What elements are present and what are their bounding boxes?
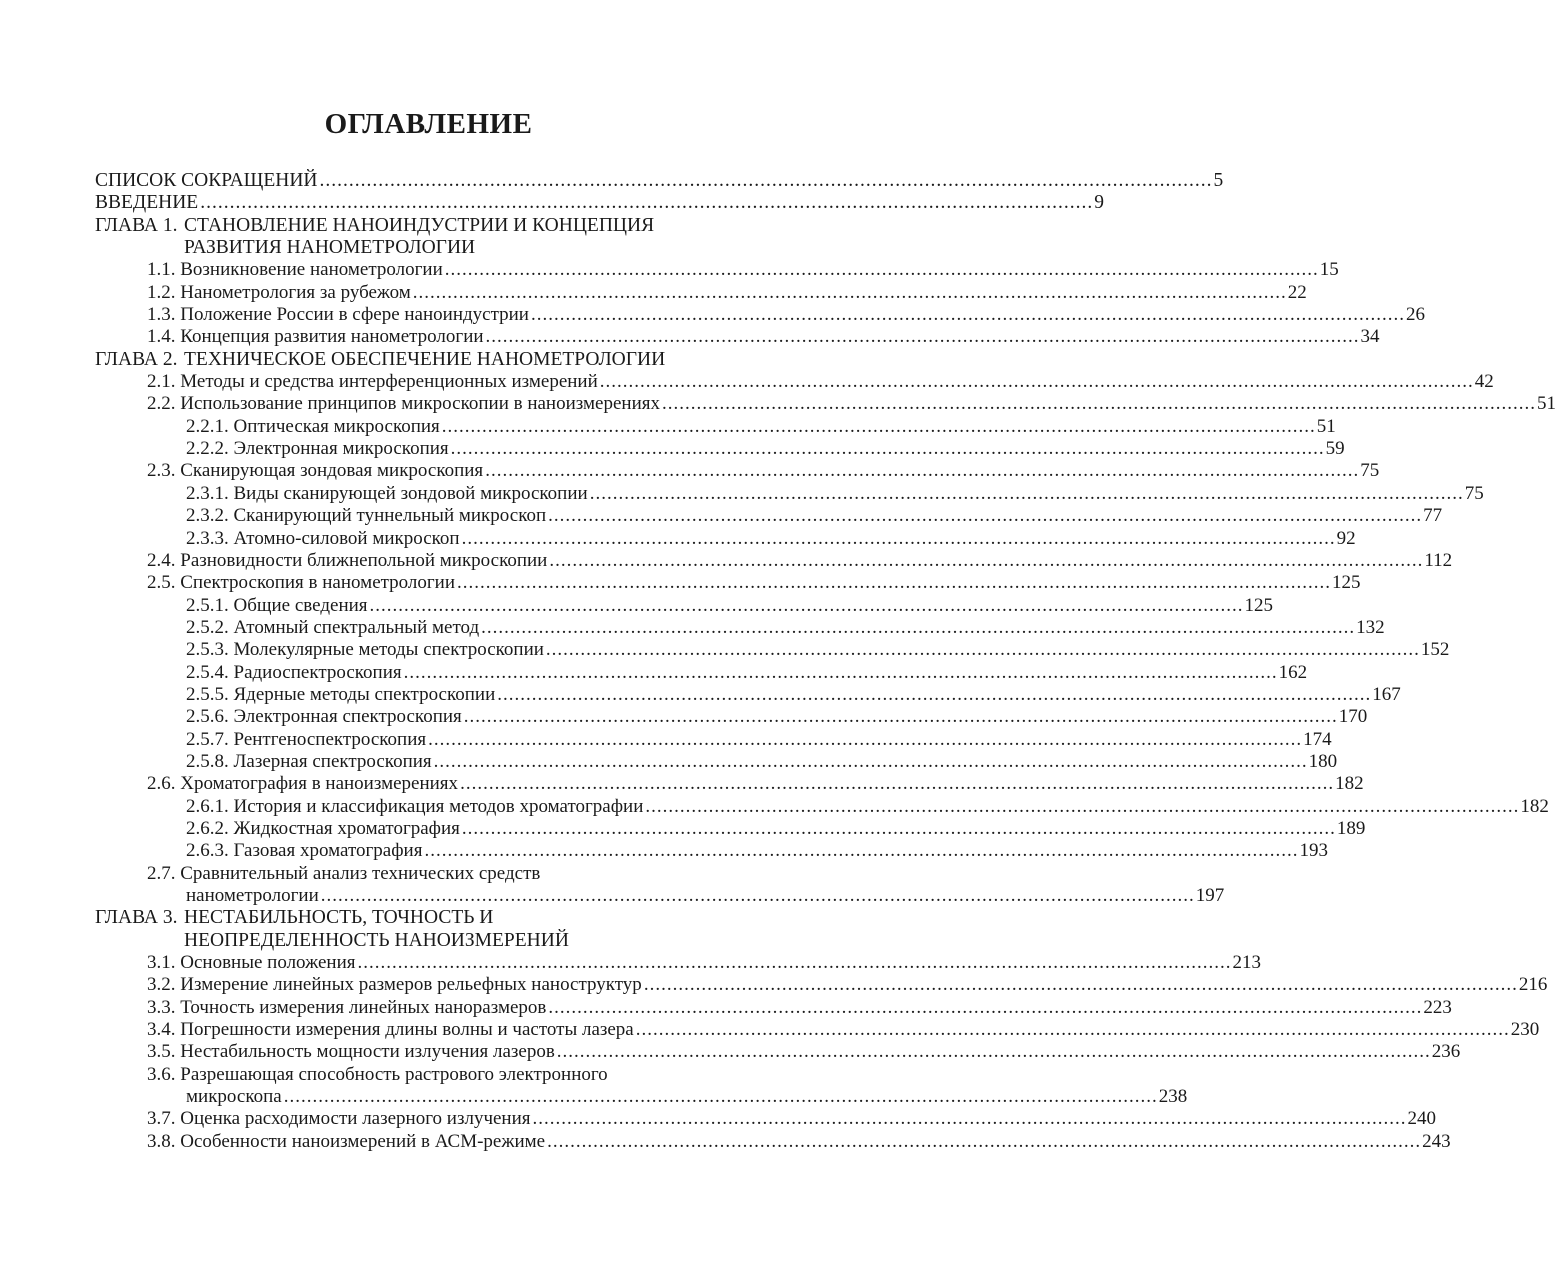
toc-page-number: 26 <box>1405 304 1425 326</box>
toc-page-number: 213 <box>1232 952 1261 974</box>
toc-entry-text: 3.2. Измерение линейных размеров рельефных наноструктур <box>147 974 642 996</box>
toc-page-number: 51 <box>1536 393 1556 415</box>
toc-page-number: 170 <box>1338 706 1368 728</box>
toc-page-number: 112 <box>1424 549 1453 571</box>
toc-section-2-4: 2.4. Разновидности ближнепольной микроскопии ........................................................................................................................................................ 112 <box>147 549 1453 571</box>
toc-section-3-5: 3.5. Нестабильность мощности излучения лазеров ........................................................................................................................................................ 236 <box>147 1041 1461 1063</box>
toc-subsection-2-3-3: 2.3.3. Атомно-силовой микроскоп ........................................................................................................................................................ 92 <box>186 527 1356 549</box>
toc-section-2-3: 2.3. Сканирующая зондовая микроскопия ........................................................................................................................................................ 75 <box>147 460 1380 482</box>
toc-page-number: 92 <box>1336 527 1356 549</box>
toc-entry-text: 2.6. Хроматография в наноизмерениях <box>147 773 459 795</box>
toc-entry-text: 2.5.7. Рентгеноспектроскопия <box>186 728 427 750</box>
chapter-title: ТЕХНИЧЕСКОЕ ОБЕСПЕЧЕНИЕ НАНОМЕТРОЛОГИИ <box>184 348 666 370</box>
toc-section-3-6-cont: микроскопа ........................................................................................................................................................ 238 <box>186 1086 1188 1108</box>
toc-entry-text: 2.5.1. Общие сведения <box>186 594 368 616</box>
toc-page-number: 59 <box>1325 438 1345 460</box>
toc-subsection-2-5-1: 2.5.1. Общие сведения ........................................................................................................................................................ 125 <box>186 594 1274 616</box>
toc-section-3-2: 3.2. Измерение линейных размеров рельефных наноструктур ........................................................................................................................................................ 216 <box>147 974 1548 996</box>
toc-section-1-3: 1.3. Положение России в сфере наноиндустрии ........................................................................................................................................................ 26 <box>147 304 1425 326</box>
toc-chapter-3-heading-cont <box>0 930 857 952</box>
toc-subsection-2-5-6: 2.5.6. Электронная спектроскопия ........................................................................................................................................................ 170 <box>186 706 1368 728</box>
toc-entry-text: 3.4. Погрешности измерения длины волны и частоты лазера <box>147 1019 634 1041</box>
toc-entry-text: 2.2.2. Электронная микроскопия <box>186 438 449 460</box>
toc-subsection-2-5-4: 2.5.4. Радиоспектроскопия ........................................................................................................................................................ 162 <box>186 661 1308 683</box>
toc-page-number: 125 <box>1244 594 1274 616</box>
toc-page-number: 182 <box>1520 795 1549 817</box>
chapter-label: ГЛАВА 3. <box>95 907 178 929</box>
toc-entry-text: ВВЕДЕНИЕ <box>95 192 199 214</box>
toc-page-number: 75 <box>1360 460 1380 482</box>
toc-section-2-6: 2.6. Хроматография в наноизмерениях ........................................................................................................................................................ 182 <box>147 773 1364 795</box>
toc-section-2-7-cont: нанометрологии ........................................................................................................................................................ 197 <box>186 885 1225 906</box>
toc-entry-text: 3.8. Особенности наноизмерений в АСМ-режиме <box>147 1130 546 1152</box>
toc-section-3-4: 3.4. Погрешности измерения длины волны и частоты лазера ........................................................................................................................................................ 230 <box>147 1019 1540 1041</box>
toc-page-number: 230 <box>1510 1019 1540 1041</box>
toc-entry-text: 2.5.3. Молекулярные методы спектроскопии <box>186 639 544 661</box>
toc-entry-text: 3.1. Основные положения <box>147 952 356 974</box>
toc-page-number: 34 <box>1360 326 1380 348</box>
toc-section-2-1: 2.1. Методы и средства интерференционных измерений ........................................................................................................................................................ 42 <box>147 371 1494 393</box>
toc-entry-text: 2.5. Спектроскопия в нанометрологии <box>147 572 456 594</box>
toc-page-number: 236 <box>1431 1041 1461 1063</box>
toc-page-number: 15 <box>1319 259 1339 281</box>
toc-page-number: 162 <box>1278 661 1308 683</box>
toc-subsection-2-3-1: 2.3.1. Виды сканирующей зондовой микроскопии ........................................................................................................................................................ 75 <box>186 482 1484 504</box>
toc-section-3-1: 3.1. Основные положения ........................................................................................................................................................ 213 <box>147 952 1261 974</box>
toc-entry-text: 2.6.2. Жидкостная хроматография <box>186 817 460 839</box>
toc-page-number: 240 <box>1407 1108 1437 1130</box>
toc-entry-text: 2.5.5. Ядерные методы спектроскопии <box>186 683 496 705</box>
toc-page-number: 22 <box>1287 281 1307 303</box>
toc-chapter-1-heading <box>0 215 857 237</box>
table-of-contents <box>0 170 1556 1153</box>
toc-subsection-2-5-3: 2.5.3. Молекулярные методы спектроскопии ........................................................................................................................................................ 152 <box>186 639 1450 661</box>
toc-page-number: 9 <box>1094 192 1104 214</box>
toc-subsection-2-2-1: 2.2.1. Оптическая микроскопия ........................................................................................................................................................ 51 <box>186 415 1336 437</box>
toc-entry-introduction: ВВЕДЕНИЕ ........................................................................................................................................................ 9 <box>95 192 1104 214</box>
toc-section-2-7 <box>0 863 857 885</box>
toc-section-3-3: 3.3. Точность измерения линейных наноразмеров ........................................................................................................................................................ 223 <box>147 996 1452 1018</box>
toc-subsection-2-2-2: 2.2.2. Электронная микроскопия ........................................................................................................................................................ 59 <box>186 438 1345 460</box>
toc-page-number: 51 <box>1316 415 1336 437</box>
toc-subsection-2-3-2: 2.3.2. Сканирующий туннельный микроскоп ........................................................................................................................................................ 77 <box>186 505 1443 527</box>
toc-section-3-6 <box>0 1064 857 1086</box>
toc-entry-text: 2.3. Сканирующая зондовая микроскопия <box>147 460 484 482</box>
toc-entry-text: 2.4. Разновидности ближнепольной микроскопии <box>147 549 548 571</box>
toc-section-3-7: 3.7. Оценка расходимости лазерного излучения ........................................................................................................................................................ 240 <box>147 1108 1437 1130</box>
toc-subsection-2-6-2: 2.6.2. Жидкостная хроматография ........................................................................................................................................................ 189 <box>186 817 1366 839</box>
chapter-title: РАЗВИТИЯ НАНОМЕТРОЛОГИИ <box>184 237 476 259</box>
toc-entry-text: 2.6.3. Газовая хроматография <box>186 840 423 862</box>
toc-entry-text: 2.5.4. Радиоспектроскопия <box>186 661 402 683</box>
toc-page-number: 167 <box>1372 683 1401 705</box>
toc-subsection-2-6-3: 2.6.3. Газовая хроматография ........................................................................................................................................................ 193 <box>186 840 1328 862</box>
toc-page-number: 182 <box>1335 773 1364 795</box>
toc-chapter-2-heading <box>0 349 857 371</box>
toc-section-2-5: 2.5. Спектроскопия в нанометрологии ........................................................................................................................................................ 125 <box>147 572 1361 594</box>
toc-entry-text: 2.3.3. Атомно-силовой микроскоп <box>186 527 460 549</box>
toc-entry-text: 1.3. Положение России в сфере наноиндустрии <box>147 304 529 326</box>
toc-chapter-1-heading-cont <box>0 237 857 259</box>
toc-entry-text: 2.6.1. История и классификация методов хроматографии <box>186 795 644 817</box>
toc-subsection-2-5-7: 2.5.7. Рентгеноспектроскопия ........................................................................................................................................................ 174 <box>186 728 1332 750</box>
toc-section-1-2: 1.2. Нанометрология за рубежом ........................................................................................................................................................ 22 <box>147 281 1307 303</box>
toc-section-1-4: 1.4. Концепция развития нанометрологии ........................................................................................................................................................ 34 <box>147 326 1380 348</box>
toc-entry-text: СПИСОК СОКРАЩЕНИЙ <box>95 170 318 191</box>
toc-section-3-8: 3.8. Особенности наноизмерений в АСМ-режиме ........................................................................................................................................................ 243 <box>147 1130 1451 1152</box>
toc-page-number: 42 <box>1474 371 1494 393</box>
toc-entry-text: 2.2.1. Оптическая микроскопия <box>186 415 440 437</box>
chapter-label: ГЛАВА 1. <box>95 214 178 236</box>
toc-entry-text: 2.1. Методы и средства интерференционных измерений <box>147 371 598 393</box>
toc-page-number: 189 <box>1336 817 1366 839</box>
toc-entry-text: 3.5. Нестабильность мощности излучения лазеров <box>147 1041 555 1063</box>
toc-subsection-2-5-2: 2.5.2. Атомный спектральный метод ........................................................................................................................................................ 132 <box>186 616 1385 638</box>
toc-entry-abbreviations: СПИСОК СОКРАЩЕНИЙ ........................................................................................................................................................ 5 <box>95 170 1224 191</box>
toc-entry-text: 2.5.2. Атомный спектральный метод <box>186 616 480 638</box>
toc-page-number: 180 <box>1308 750 1338 772</box>
toc-entry-text: 2.2. Использование принципов микроскопии в наноизмерениях <box>147 393 660 415</box>
toc-entry-text: 1.4. Концепция развития нанометрологии <box>147 326 484 348</box>
toc-page-number: 174 <box>1303 728 1332 750</box>
toc-page-number: 243 <box>1422 1130 1451 1152</box>
toc-chapter-3-heading <box>0 907 857 929</box>
toc-page-number: 152 <box>1420 639 1450 661</box>
toc-entry-text: нанометрологии <box>186 885 319 906</box>
toc-entry-text: 3.7. Оценка расходимости лазерного излучения <box>147 1108 531 1130</box>
toc-page-number: 197 <box>1195 885 1225 906</box>
toc-page-number: 132 <box>1356 616 1385 638</box>
toc-entry-text: 1.2. Нанометрология за рубежом <box>147 281 411 303</box>
toc-section-2-2: 2.2. Использование принципов микроскопии в наноизмерениях ........................................................................................................................................................ 51 <box>147 393 1556 415</box>
toc-entry-text: 2.3.1. Виды сканирующей зондовой микроскопии <box>186 482 588 504</box>
toc-entry-text: 2.3.2. Сканирующий туннельный микроскоп <box>186 505 547 527</box>
toc-entry-text: 2.5.8. Лазерная спектроскопия <box>186 750 432 772</box>
toc-page-number: 77 <box>1423 505 1443 527</box>
toc-page-number: 216 <box>1518 974 1548 996</box>
toc-page-number: 193 <box>1299 840 1328 862</box>
chapter-title: СТАНОВЛЕНИЕ НАНОИНДУСТРИИ И КОНЦЕПЦИЯ <box>184 214 655 236</box>
toc-entry-text: 3.6. Разрешающая способность растрового электронного <box>147 1063 608 1085</box>
toc-subsection-2-5-5: 2.5.5. Ядерные методы спектроскопии ........................................................................................................................................................ 167 <box>186 683 1401 705</box>
page-title: ОГЛАВЛЕНИЕ <box>324 108 533 140</box>
toc-section-1-1: 1.1. Возникновение нанометрологии ........................................................................................................................................................ 15 <box>147 259 1339 281</box>
toc-subsection-2-6-1: 2.6.1. История и классификация методов хроматографии ........................................................................................................................................................ 182 <box>186 795 1549 817</box>
toc-entry-text: микроскопа <box>186 1086 282 1108</box>
chapter-label: ГЛАВА 2. <box>95 348 178 370</box>
toc-page-number: 75 <box>1464 482 1484 504</box>
toc-page-number: 125 <box>1332 572 1361 594</box>
toc-entry-text: 1.1. Возникновение нанометрологии <box>147 259 443 281</box>
chapter-title: НЕОПРЕДЕЛЕННОСТЬ НАНОИЗМЕРЕНИЙ <box>184 929 569 951</box>
toc-page-number: 5 <box>1213 170 1224 191</box>
toc-subsection-2-5-8: 2.5.8. Лазерная спектроскопия ........................................................................................................................................................ 180 <box>186 750 1338 772</box>
toc-page-number: 238 <box>1158 1086 1188 1108</box>
toc-page-number: 223 <box>1423 996 1452 1018</box>
toc-entry-text: 2.7. Сравнительный анализ технических средств <box>147 862 541 884</box>
toc-entry-text: 2.5.6. Электронная спектроскопия <box>186 706 462 728</box>
toc-entry-text: 3.3. Точность измерения линейных наноразмеров <box>147 996 547 1018</box>
chapter-title: НЕСТАБИЛЬНОСТЬ, ТОЧНОСТЬ И <box>184 907 494 929</box>
